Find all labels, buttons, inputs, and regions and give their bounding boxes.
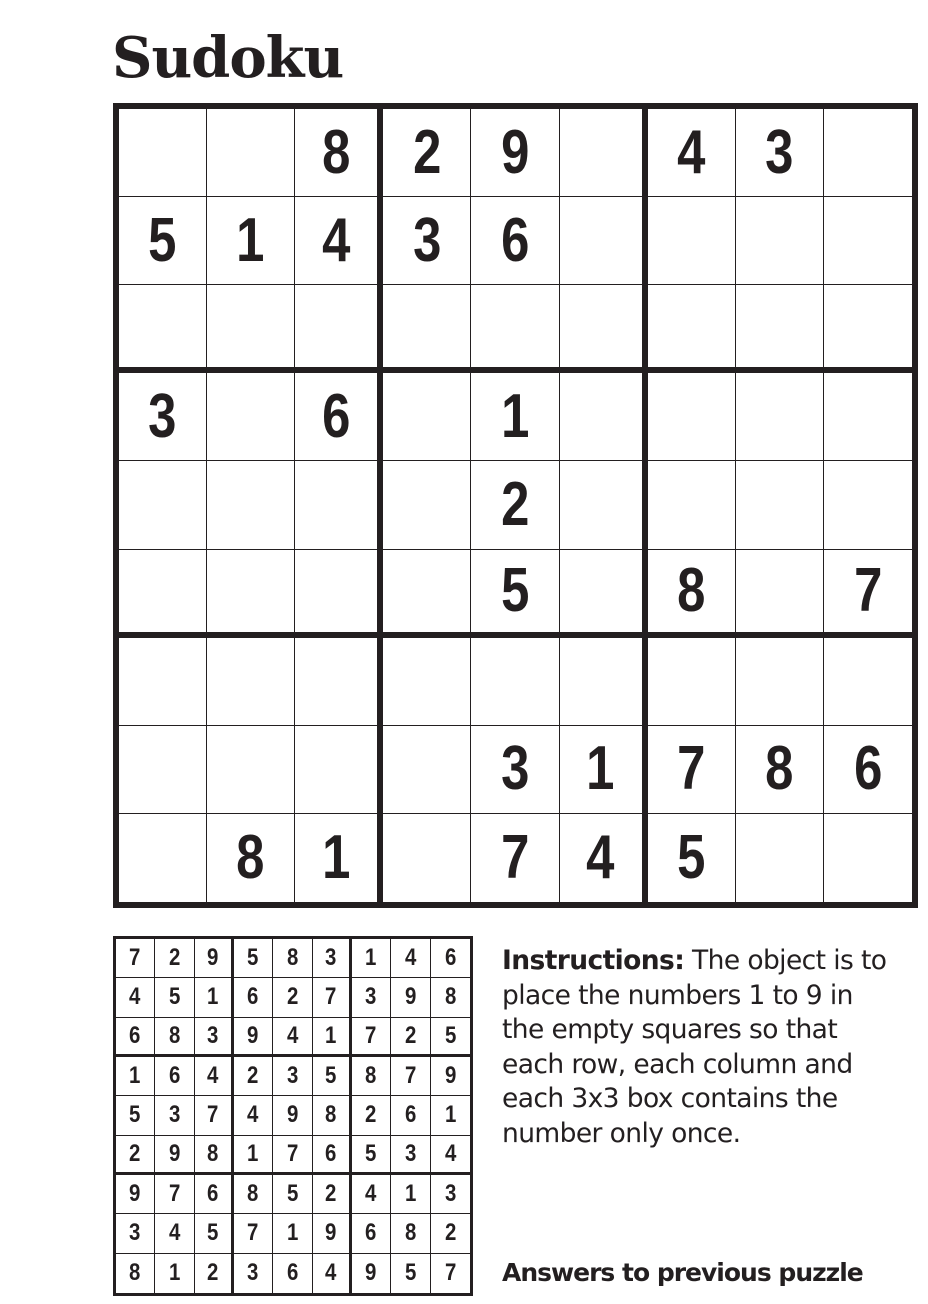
cell-digit: 8: [677, 555, 706, 625]
answer-cell: [313, 978, 352, 1017]
answer-cell: [234, 1057, 273, 1096]
empty-cell[interactable]: [383, 373, 471, 461]
answer-cell: [116, 939, 155, 978]
empty-cell[interactable]: [824, 373, 912, 461]
cell-digit: 5: [365, 1139, 377, 1167]
cell-digit: 2: [247, 1062, 259, 1090]
empty-cell[interactable]: [824, 197, 912, 285]
answer-cell: [155, 978, 194, 1017]
cell-digit: 3: [168, 1101, 181, 1129]
empty-cell[interactable]: [824, 638, 912, 726]
answer-cell: [155, 1018, 194, 1057]
answer-cell: [431, 1018, 470, 1057]
given-cell: [648, 814, 736, 902]
empty-cell[interactable]: [119, 638, 207, 726]
answer-cell: [313, 1018, 352, 1057]
answer-cell: [431, 1175, 470, 1214]
cell-digit: 5: [207, 1219, 219, 1247]
answer-cell: [431, 1057, 470, 1096]
cell-digit: 8: [286, 944, 299, 972]
empty-cell[interactable]: [736, 461, 824, 549]
answer-cell: [273, 939, 312, 978]
given-cell: [471, 109, 559, 197]
empty-cell[interactable]: [824, 285, 912, 373]
instructions-text: The object is to place the numbers 1 to 9 in the empty squares so that each row, each column and each 3x3 box contains the number only once.: [502, 945, 887, 1149]
given-cell: [471, 726, 559, 814]
empty-cell[interactable]: [295, 550, 383, 638]
answer-cell: [195, 978, 234, 1017]
given-cell: [207, 197, 295, 285]
empty-cell[interactable]: [824, 109, 912, 197]
cell-digit: 8: [325, 1101, 337, 1129]
cell-digit: 1: [286, 1219, 299, 1247]
empty-cell[interactable]: [560, 461, 648, 549]
cell-digit: 3: [412, 205, 442, 275]
cell-digit: 2: [207, 1259, 219, 1287]
given-cell: [295, 373, 383, 461]
given-cell: [471, 814, 559, 902]
cell-digit: 5: [168, 983, 181, 1011]
cell-digit: 2: [365, 1101, 377, 1129]
answer-cell: [195, 1136, 234, 1175]
cell-digit: 1: [325, 1021, 337, 1049]
empty-cell[interactable]: [119, 726, 207, 814]
answer-cell: [116, 1175, 155, 1214]
cell-digit: 1: [365, 944, 377, 972]
answer-cell: [155, 1096, 194, 1135]
given-cell: [471, 550, 559, 638]
cell-digit: 7: [129, 944, 141, 972]
answer-cell: [155, 1254, 194, 1293]
given-cell: [736, 726, 824, 814]
empty-cell[interactable]: [383, 285, 471, 373]
cell-digit: 6: [853, 734, 883, 804]
cell-digit: 7: [168, 1180, 181, 1208]
cell-digit: 9: [207, 944, 219, 972]
answer-cell: [273, 1175, 312, 1214]
empty-cell[interactable]: [824, 461, 912, 549]
page-title: Sudoku: [112, 25, 344, 91]
cell-digit: 7: [365, 1021, 377, 1049]
cell-digit: 1: [586, 734, 615, 804]
cell-digit: 1: [322, 822, 351, 892]
answer-cell: [273, 1096, 312, 1135]
answer-cell: [352, 1096, 391, 1135]
answer-cell: [116, 1018, 155, 1057]
cell-digit: 7: [247, 1219, 259, 1247]
answer-cell: [391, 1175, 430, 1214]
answer-cell: [116, 1096, 155, 1135]
instructions-lead: Instructions:: [502, 945, 685, 976]
given-cell: [295, 109, 383, 197]
empty-cell[interactable]: [383, 550, 471, 638]
answer-cell: [234, 1214, 273, 1253]
answer-cell: [273, 1057, 312, 1096]
empty-cell[interactable]: [383, 638, 471, 726]
answer-cell: [391, 1136, 430, 1175]
answer-cell: [116, 978, 155, 1017]
answer-cell: [234, 939, 273, 978]
answer-cell: [352, 939, 391, 978]
cell-digit: 9: [500, 117, 530, 187]
cell-digit: 1: [444, 1101, 456, 1129]
answer-cell: [234, 1254, 273, 1293]
cell-digit: 5: [444, 1021, 456, 1049]
cell-digit: 5: [129, 1101, 141, 1129]
empty-cell[interactable]: [207, 373, 295, 461]
answer-cell: [352, 1057, 391, 1096]
answer-cell: [155, 1136, 194, 1175]
cell-digit: 7: [404, 1062, 417, 1090]
empty-cell[interactable]: [824, 814, 912, 902]
cell-digit: 5: [500, 555, 530, 625]
answer-cell: [155, 939, 194, 978]
given-cell: [648, 726, 736, 814]
cell-digit: 4: [404, 944, 417, 972]
answers-label: Answers to previous puzzle: [502, 1258, 863, 1287]
cell-digit: 1: [207, 983, 219, 1011]
cell-digit: 8: [129, 1259, 141, 1287]
cell-digit: 3: [148, 381, 177, 451]
cell-digit: 1: [236, 205, 265, 275]
cell-digit: 4: [286, 1021, 299, 1049]
given-cell: [824, 726, 912, 814]
answer-cell: [195, 1018, 234, 1057]
empty-cell[interactable]: [383, 814, 471, 902]
empty-cell[interactable]: [560, 197, 648, 285]
answer-cell: [116, 1214, 155, 1253]
answer-cell: [391, 1018, 430, 1057]
cell-digit: 3: [765, 117, 794, 187]
answer-cell: [431, 978, 470, 1017]
cell-digit: 7: [853, 555, 883, 625]
answer-cell: [155, 1057, 194, 1096]
answer-cell: [352, 1136, 391, 1175]
cell-digit: 2: [404, 1021, 417, 1049]
empty-cell[interactable]: [648, 461, 736, 549]
given-cell: [471, 197, 559, 285]
cell-digit: 4: [207, 1062, 219, 1090]
cell-digit: 3: [247, 1259, 259, 1287]
cell-digit: 5: [404, 1259, 417, 1287]
cell-digit: 7: [286, 1139, 299, 1167]
answer-cell: [391, 1057, 430, 1096]
answer-cell: [195, 1096, 234, 1135]
cell-digit: 2: [500, 469, 530, 539]
answer-cell: [116, 1254, 155, 1293]
cell-digit: 8: [247, 1180, 259, 1208]
cell-digit: 4: [129, 983, 141, 1011]
cell-digit: 2: [444, 1219, 456, 1247]
cell-digit: 6: [325, 1139, 337, 1167]
empty-cell[interactable]: [736, 638, 824, 726]
answer-cell: [116, 1136, 155, 1175]
cell-digit: 6: [365, 1219, 377, 1247]
cell-digit: 7: [677, 734, 706, 804]
empty-cell[interactable]: [560, 638, 648, 726]
empty-cell[interactable]: [119, 550, 207, 638]
cell-digit: 2: [129, 1139, 141, 1167]
cell-digit: 1: [247, 1139, 259, 1167]
previous-answers-grid: [113, 936, 473, 1296]
cell-digit: 6: [500, 205, 530, 275]
answer-cell: [391, 1214, 430, 1253]
cell-digit: 6: [404, 1101, 417, 1129]
cell-digit: 8: [236, 822, 265, 892]
answer-cell: [234, 1136, 273, 1175]
cell-digit: 1: [129, 1062, 141, 1090]
answer-cell: [273, 1214, 312, 1253]
cell-digit: 8: [765, 734, 794, 804]
cell-digit: 6: [444, 944, 456, 972]
empty-cell[interactable]: [207, 550, 295, 638]
cell-digit: 5: [677, 822, 706, 892]
empty-cell[interactable]: [383, 461, 471, 549]
answer-cell: [352, 1018, 391, 1057]
answer-cell: [234, 1175, 273, 1214]
cell-digit: 4: [322, 205, 351, 275]
cell-digit: 7: [207, 1101, 219, 1129]
empty-cell[interactable]: [383, 726, 471, 814]
answer-cell: [352, 1254, 391, 1293]
empty-cell[interactable]: [560, 285, 648, 373]
empty-cell[interactable]: [471, 638, 559, 726]
answer-cell: [313, 1057, 352, 1096]
cell-digit: 7: [500, 822, 530, 892]
cell-digit: 9: [365, 1259, 377, 1287]
given-cell: [119, 197, 207, 285]
cell-digit: 7: [444, 1259, 456, 1287]
cell-digit: 3: [444, 1180, 456, 1208]
answer-cell: [234, 978, 273, 1017]
cell-digit: 9: [129, 1180, 141, 1208]
empty-cell[interactable]: [560, 550, 648, 638]
answer-cell: [391, 978, 430, 1017]
cell-digit: 4: [444, 1139, 456, 1167]
empty-cell[interactable]: [119, 461, 207, 549]
empty-cell[interactable]: [295, 461, 383, 549]
answer-cell: [352, 978, 391, 1017]
cell-digit: 6: [286, 1259, 299, 1287]
answer-cell: [431, 1254, 470, 1293]
cell-digit: 4: [247, 1101, 259, 1129]
empty-cell[interactable]: [736, 197, 824, 285]
answer-cell: [313, 1096, 352, 1135]
cell-digit: 8: [365, 1062, 377, 1090]
cell-digit: 2: [168, 944, 181, 972]
empty-cell[interactable]: [648, 285, 736, 373]
empty-cell[interactable]: [736, 550, 824, 638]
cell-digit: 8: [322, 117, 351, 187]
empty-cell[interactable]: [736, 373, 824, 461]
instructions: [502, 944, 892, 1152]
cell-digit: 3: [207, 1021, 219, 1049]
answer-cell: [431, 1136, 470, 1175]
answer-cell: [195, 1254, 234, 1293]
cell-digit: 8: [168, 1021, 181, 1049]
cell-digit: 3: [129, 1219, 141, 1247]
cell-digit: 4: [365, 1180, 377, 1208]
empty-cell[interactable]: [119, 814, 207, 902]
empty-cell[interactable]: [736, 285, 824, 373]
answer-cell: [431, 939, 470, 978]
cell-digit: 3: [404, 1139, 417, 1167]
answer-cell: [195, 1214, 234, 1253]
empty-cell[interactable]: [207, 726, 295, 814]
empty-cell[interactable]: [648, 638, 736, 726]
answer-cell: [155, 1214, 194, 1253]
empty-cell[interactable]: [471, 285, 559, 373]
answer-cell: [234, 1018, 273, 1057]
empty-cell[interactable]: [207, 638, 295, 726]
empty-cell[interactable]: [560, 109, 648, 197]
empty-cell[interactable]: [560, 373, 648, 461]
cell-digit: 2: [286, 983, 299, 1011]
cell-digit: 1: [500, 381, 530, 451]
cell-digit: 9: [404, 983, 417, 1011]
cell-digit: 9: [444, 1062, 456, 1090]
cell-digit: 9: [325, 1219, 337, 1247]
answer-cell: [273, 1136, 312, 1175]
answer-cell: [352, 1175, 391, 1214]
cell-digit: 5: [247, 944, 259, 972]
answer-cell: [116, 1057, 155, 1096]
cell-digit: 5: [325, 1062, 337, 1090]
cell-digit: 4: [586, 822, 615, 892]
given-cell: [560, 726, 648, 814]
empty-cell[interactable]: [207, 285, 295, 373]
given-cell: [207, 814, 295, 902]
given-cell: [648, 109, 736, 197]
answer-cell: [273, 1018, 312, 1057]
answer-cell: [313, 1136, 352, 1175]
answer-cell: [313, 1175, 352, 1214]
answer-cell: [195, 1057, 234, 1096]
answer-cell: [313, 939, 352, 978]
answer-cell: [195, 1175, 234, 1214]
empty-cell[interactable]: [648, 197, 736, 285]
given-cell: [824, 550, 912, 638]
empty-cell[interactable]: [207, 109, 295, 197]
given-cell: [560, 814, 648, 902]
cell-digit: 5: [286, 1180, 299, 1208]
cell-digit: 8: [207, 1139, 219, 1167]
given-cell: [471, 461, 559, 549]
cell-digit: 6: [129, 1021, 141, 1049]
given-cell: [471, 373, 559, 461]
answer-cell: [234, 1096, 273, 1135]
sudoku-puzzle-grid: [113, 103, 918, 908]
answer-cell: [195, 939, 234, 978]
cell-digit: 3: [365, 983, 377, 1011]
cell-digit: 4: [677, 117, 706, 187]
empty-cell[interactable]: [119, 285, 207, 373]
cell-digit: 9: [247, 1021, 259, 1049]
cell-digit: 6: [322, 381, 351, 451]
given-cell: [736, 109, 824, 197]
given-cell: [383, 109, 471, 197]
cell-digit: 6: [168, 1062, 181, 1090]
cell-digit: 2: [325, 1180, 337, 1208]
cell-digit: 9: [168, 1139, 181, 1167]
empty-cell[interactable]: [295, 285, 383, 373]
cell-digit: 1: [168, 1259, 181, 1287]
cell-digit: 8: [404, 1219, 417, 1247]
cell-digit: 7: [325, 983, 337, 1011]
given-cell: [295, 814, 383, 902]
cell-digit: 3: [500, 734, 530, 804]
cell-digit: 3: [286, 1062, 299, 1090]
cell-digit: 1: [404, 1180, 417, 1208]
cell-digit: 8: [444, 983, 456, 1011]
given-cell: [648, 550, 736, 638]
answer-cell: [155, 1175, 194, 1214]
empty-cell[interactable]: [207, 461, 295, 549]
given-cell: [295, 197, 383, 285]
answer-cell: [431, 1096, 470, 1135]
answer-cell: [391, 1096, 430, 1135]
answer-cell: [273, 978, 312, 1017]
empty-cell[interactable]: [736, 814, 824, 902]
answer-cell: [391, 1254, 430, 1293]
cell-digit: 6: [207, 1180, 219, 1208]
given-cell: [383, 197, 471, 285]
cell-digit: 3: [325, 944, 337, 972]
empty-cell[interactable]: [295, 726, 383, 814]
cell-digit: 6: [247, 983, 259, 1011]
cell-digit: 9: [286, 1101, 299, 1129]
answer-cell: [352, 1214, 391, 1253]
empty-cell[interactable]: [119, 109, 207, 197]
answer-cell: [391, 939, 430, 978]
answer-cell: [431, 1214, 470, 1253]
cell-digit: 5: [148, 205, 177, 275]
answer-cell: [273, 1254, 312, 1293]
empty-cell[interactable]: [295, 638, 383, 726]
cell-digit: 4: [168, 1219, 181, 1247]
given-cell: [119, 373, 207, 461]
empty-cell[interactable]: [648, 373, 736, 461]
answer-cell: [313, 1254, 352, 1293]
cell-digit: 2: [412, 117, 442, 187]
cell-digit: 4: [325, 1259, 337, 1287]
answer-cell: [313, 1214, 352, 1253]
